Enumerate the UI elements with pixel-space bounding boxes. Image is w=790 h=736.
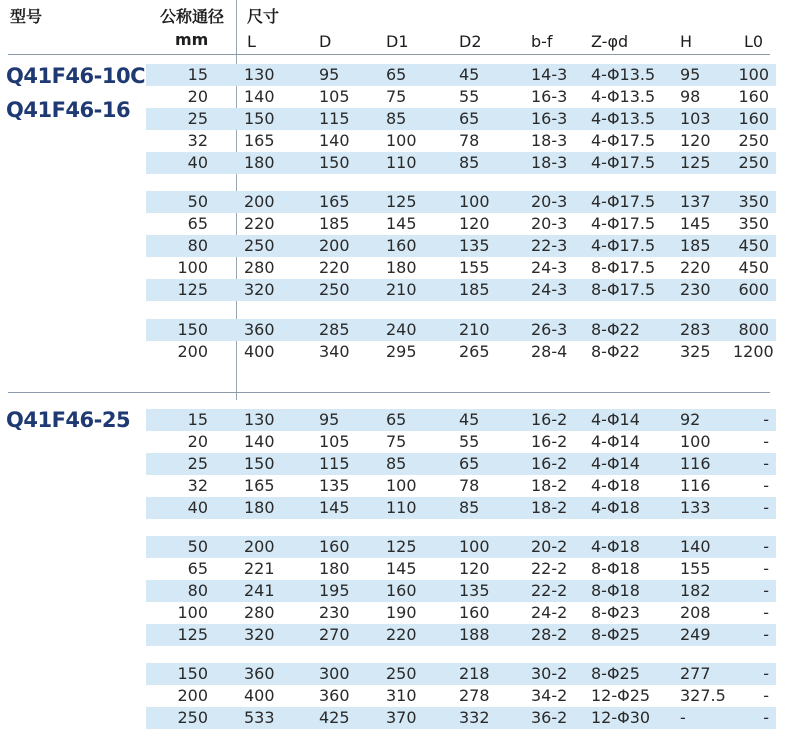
cell-d2: 155 — [459, 258, 490, 277]
cell-dn: 40 — [187, 498, 208, 517]
header-rule — [8, 54, 770, 55]
table-row — [146, 707, 776, 729]
cell-l: 180 — [244, 153, 275, 172]
table-row — [146, 685, 776, 707]
cell-h: 137 — [680, 192, 711, 211]
cell-bf: 20-3 — [531, 214, 568, 233]
cell-h: 100 — [680, 432, 711, 451]
cell-zd: 4-Φ18 — [591, 498, 640, 517]
cell-h: 283 — [680, 320, 711, 339]
cell-dn: 40 — [187, 153, 208, 172]
cell-zd: 8-Φ23 — [591, 603, 640, 622]
cell-d2: 45 — [459, 410, 480, 429]
cell-h: 182 — [680, 581, 711, 600]
model-name: Q41F46-10C — [6, 64, 145, 88]
header-nominal-diameter: 公称通径 — [160, 7, 225, 26]
cell-l: 360 — [244, 664, 275, 683]
cell-h: 103 — [680, 109, 711, 128]
cell-h: 116 — [680, 476, 711, 495]
col-header-z-phi-d: Z-φd — [591, 32, 629, 51]
cell-h: 120 — [680, 131, 711, 150]
table-row — [146, 602, 776, 624]
cell-d2: 100 — [459, 537, 490, 556]
cell-d2: 188 — [459, 625, 490, 644]
cell-d1: 85 — [386, 109, 407, 128]
cell-l: 320 — [244, 625, 275, 644]
cell-d1: 190 — [386, 603, 417, 622]
cell-d2: 78 — [459, 131, 480, 150]
cell-l: 200 — [244, 192, 275, 211]
cell-d1: 145 — [386, 559, 417, 578]
cell-dn: 100 — [177, 603, 208, 622]
cell-l0: - — [763, 686, 769, 705]
cell-dn: 65 — [187, 214, 208, 233]
model-name: Q41F46-16 — [6, 98, 131, 122]
cell-d1: 110 — [386, 498, 417, 517]
cell-dn: 125 — [177, 280, 208, 299]
cell-dn: 15 — [187, 65, 208, 84]
cell-d2: 210 — [459, 320, 490, 339]
cell-d1: 85 — [386, 454, 407, 473]
cell-l0: - — [763, 476, 769, 495]
cell-h: 98 — [680, 87, 701, 106]
cell-bf: 20-2 — [531, 537, 568, 556]
cell-l0: - — [763, 559, 769, 578]
col-header-D2: D2 — [459, 32, 482, 51]
cell-d: 230 — [319, 603, 350, 622]
cell-dn: 25 — [187, 454, 208, 473]
cell-d: 285 — [319, 320, 350, 339]
cell-l0: 450 — [738, 258, 769, 277]
cell-zd: 8-Φ18 — [591, 581, 640, 600]
cell-zd: 8-Φ22 — [591, 342, 640, 361]
cell-d1: 180 — [386, 258, 417, 277]
cell-d2: 278 — [459, 686, 490, 705]
cell-bf: 22-3 — [531, 236, 568, 255]
cell-d: 140 — [319, 131, 350, 150]
cell-h: 133 — [680, 498, 711, 517]
header-model: 型号 — [10, 7, 43, 26]
cell-d1: 310 — [386, 686, 417, 705]
cell-zd: 4-Φ13.5 — [591, 65, 656, 84]
model-name: Q41F46-25 — [6, 408, 131, 432]
cell-d1: 160 — [386, 581, 417, 600]
row-group — [146, 409, 776, 519]
table-row — [146, 213, 776, 235]
cell-bf: 36-2 — [531, 708, 568, 727]
cell-dn: 20 — [187, 87, 208, 106]
cell-l0: - — [763, 410, 769, 429]
cell-d2: 265 — [459, 342, 490, 361]
cell-bf: 34-2 — [531, 686, 568, 705]
cell-l: 200 — [244, 537, 275, 556]
cell-dn: 65 — [187, 559, 208, 578]
cell-zd: 8-Φ25 — [591, 625, 640, 644]
cell-d: 145 — [319, 498, 350, 517]
cell-d2: 85 — [459, 153, 480, 172]
cell-l0: 1200 — [733, 342, 774, 361]
col-header-D: D — [319, 32, 332, 51]
cell-l0: 160 — [738, 87, 769, 106]
cell-dn: 25 — [187, 109, 208, 128]
cell-d2: 55 — [459, 87, 480, 106]
cell-l: 150 — [244, 109, 275, 128]
cell-h: 185 — [680, 236, 711, 255]
cell-d1: 125 — [386, 192, 417, 211]
cell-bf: 16-3 — [531, 87, 568, 106]
cell-d2: 332 — [459, 708, 490, 727]
cell-l: 220 — [244, 214, 275, 233]
table-row — [146, 431, 776, 453]
cell-d1: 370 — [386, 708, 417, 727]
cell-l0: - — [763, 664, 769, 683]
cell-h: 145 — [680, 214, 711, 233]
cell-d1: 75 — [386, 87, 407, 106]
cell-l0: 450 — [738, 236, 769, 255]
cell-d2: 120 — [459, 559, 490, 578]
cell-d2: 65 — [459, 454, 480, 473]
cell-dn: 150 — [177, 320, 208, 339]
cell-d: 160 — [319, 537, 350, 556]
cell-bf: 22-2 — [531, 581, 568, 600]
table-row — [146, 152, 776, 174]
cell-dn: 200 — [177, 686, 208, 705]
cell-l: 165 — [244, 476, 275, 495]
row-group — [146, 663, 776, 729]
cell-l: 533 — [244, 708, 275, 727]
cell-d2: 55 — [459, 432, 480, 451]
cell-d: 250 — [319, 280, 350, 299]
cell-d: 220 — [319, 258, 350, 277]
cell-d2: 135 — [459, 581, 490, 600]
cell-h: 95 — [680, 65, 701, 84]
cell-d1: 75 — [386, 432, 407, 451]
cell-bf: 14-3 — [531, 65, 568, 84]
cell-d: 340 — [319, 342, 350, 361]
table-row — [146, 86, 776, 108]
cell-l: 400 — [244, 342, 275, 361]
cell-l: 250 — [244, 236, 275, 255]
cell-zd: 4-Φ13.5 — [591, 87, 656, 106]
cell-d2: 100 — [459, 192, 490, 211]
cell-bf: 16-2 — [531, 454, 568, 473]
table-row — [146, 453, 776, 475]
cell-l: 180 — [244, 498, 275, 517]
cell-d2: 85 — [459, 498, 480, 517]
cell-d: 105 — [319, 87, 350, 106]
col-header-b-f: b-f — [531, 32, 553, 51]
table-row — [146, 341, 776, 363]
cell-h: 249 — [680, 625, 711, 644]
cell-bf: 24-3 — [531, 280, 568, 299]
cell-d1: 210 — [386, 280, 417, 299]
cell-l: 165 — [244, 131, 275, 150]
cell-zd: 4-Φ13.5 — [591, 109, 656, 128]
cell-h: 327.5 — [680, 686, 726, 705]
cell-dn: 50 — [187, 192, 208, 211]
col-header-H: H — [680, 32, 693, 51]
cell-dn: 200 — [177, 342, 208, 361]
cell-d: 360 — [319, 686, 350, 705]
cell-d: 95 — [319, 65, 340, 84]
cell-bf: 30-2 — [531, 664, 568, 683]
cell-d1: 240 — [386, 320, 417, 339]
cell-dn: 50 — [187, 537, 208, 556]
table-row — [146, 497, 776, 519]
cell-l0: 800 — [738, 320, 769, 339]
cell-l: 150 — [244, 454, 275, 473]
cell-d1: 145 — [386, 214, 417, 233]
cell-zd: 4-Φ17.5 — [591, 192, 656, 211]
cell-h: - — [680, 708, 686, 727]
cell-d: 425 — [319, 708, 350, 727]
cell-l0: 160 — [738, 109, 769, 128]
cell-l0: - — [763, 581, 769, 600]
cell-dn: 125 — [177, 625, 208, 644]
cell-zd: 4-Φ18 — [591, 476, 640, 495]
cell-zd: 8-Φ25 — [591, 664, 640, 683]
cell-d1: 250 — [386, 664, 417, 683]
cell-h: 125 — [680, 153, 711, 172]
cell-l0: - — [763, 708, 769, 727]
header-dimensions: 尺寸 — [247, 7, 280, 26]
header-nominal-unit: mm — [175, 30, 209, 49]
cell-d2: 218 — [459, 664, 490, 683]
table-row — [146, 475, 776, 497]
cell-l: 280 — [244, 258, 275, 277]
cell-bf: 24-2 — [531, 603, 568, 622]
cell-d: 115 — [319, 454, 350, 473]
cell-d: 115 — [319, 109, 350, 128]
cell-l0: - — [763, 498, 769, 517]
cell-dn: 80 — [187, 581, 208, 600]
cell-dn: 250 — [177, 708, 208, 727]
cell-d: 135 — [319, 476, 350, 495]
cell-zd: 4-Φ17.5 — [591, 214, 656, 233]
cell-d1: 220 — [386, 625, 417, 644]
table-row — [146, 536, 776, 558]
cell-zd: 4-Φ17.5 — [591, 153, 656, 172]
cell-l0: - — [763, 537, 769, 556]
cell-d2: 185 — [459, 280, 490, 299]
table-row — [146, 64, 776, 86]
cell-h: 92 — [680, 410, 701, 429]
table-row — [146, 279, 776, 301]
cell-zd: 4-Φ14 — [591, 454, 640, 473]
table-row — [146, 235, 776, 257]
cell-d2: 45 — [459, 65, 480, 84]
cell-l: 140 — [244, 432, 275, 451]
col-header-D1: D1 — [386, 32, 409, 51]
cell-d2: 120 — [459, 214, 490, 233]
cell-bf: 24-3 — [531, 258, 568, 277]
cell-l0: - — [763, 603, 769, 622]
cell-h: 155 — [680, 559, 711, 578]
col-header-L: L — [247, 32, 256, 51]
cell-d1: 110 — [386, 153, 417, 172]
row-group — [146, 191, 776, 301]
cell-dn: 15 — [187, 410, 208, 429]
table-row — [146, 191, 776, 213]
cell-d1: 65 — [386, 410, 407, 429]
cell-d2: 65 — [459, 109, 480, 128]
cell-zd: 8-Φ18 — [591, 559, 640, 578]
cell-bf: 28-4 — [531, 342, 568, 361]
cell-d: 150 — [319, 153, 350, 172]
cell-zd: 4-Φ14 — [591, 432, 640, 451]
cell-dn: 32 — [187, 476, 208, 495]
table-row — [146, 409, 776, 431]
cell-d: 185 — [319, 214, 350, 233]
cell-l: 280 — [244, 603, 275, 622]
cell-zd: 8-Φ17.5 — [591, 280, 656, 299]
cell-zd: 8-Φ22 — [591, 320, 640, 339]
cell-l: 130 — [244, 410, 275, 429]
cell-zd: 4-Φ17.5 — [591, 236, 656, 255]
cell-l0: - — [763, 625, 769, 644]
cell-l: 360 — [244, 320, 275, 339]
cell-zd: 4-Φ18 — [591, 537, 640, 556]
cell-dn: 32 — [187, 131, 208, 150]
cell-zd: 12-Φ30 — [591, 708, 651, 727]
cell-d1: 160 — [386, 236, 417, 255]
cell-l: 221 — [244, 559, 275, 578]
cell-dn: 150 — [177, 664, 208, 683]
cell-d1: 125 — [386, 537, 417, 556]
cell-l0: 100 — [738, 65, 769, 84]
cell-bf: 16-3 — [531, 109, 568, 128]
table-row — [146, 624, 776, 646]
cell-l0: - — [763, 432, 769, 451]
cell-h: 140 — [680, 537, 711, 556]
row-group — [146, 319, 776, 363]
cell-h: 325 — [680, 342, 711, 361]
table-row — [146, 108, 776, 130]
cell-bf: 18-2 — [531, 476, 568, 495]
cell-d1: 65 — [386, 65, 407, 84]
cell-h: 277 — [680, 664, 711, 683]
cell-bf: 26-3 — [531, 320, 568, 339]
cell-d2: 78 — [459, 476, 480, 495]
section-rule — [8, 392, 770, 393]
cell-h: 208 — [680, 603, 711, 622]
cell-l0: 600 — [738, 280, 769, 299]
cell-zd: 8-Φ17.5 — [591, 258, 656, 277]
col-header-L0: L0 — [744, 32, 764, 51]
table-row — [146, 580, 776, 602]
cell-dn: 100 — [177, 258, 208, 277]
row-group — [146, 64, 776, 174]
cell-l0: 350 — [738, 192, 769, 211]
cell-h: 220 — [680, 258, 711, 277]
cell-d: 95 — [319, 410, 340, 429]
cell-l0: 250 — [738, 153, 769, 172]
cell-d: 165 — [319, 192, 350, 211]
cell-d: 200 — [319, 236, 350, 255]
cell-zd: 12-Φ25 — [591, 686, 651, 705]
cell-l: 130 — [244, 65, 275, 84]
cell-dn: 20 — [187, 432, 208, 451]
row-group — [146, 536, 776, 646]
cell-dn: 80 — [187, 236, 208, 255]
cell-d1: 100 — [386, 131, 417, 150]
cell-l0: - — [763, 454, 769, 473]
cell-d2: 135 — [459, 236, 490, 255]
cell-d: 300 — [319, 664, 350, 683]
cell-zd: 4-Φ17.5 — [591, 131, 656, 150]
cell-bf: 16-2 — [531, 432, 568, 451]
cell-l0: 250 — [738, 131, 769, 150]
cell-h: 230 — [680, 280, 711, 299]
cell-d2: 160 — [459, 603, 490, 622]
cell-bf: 18-3 — [531, 153, 568, 172]
cell-bf: 18-2 — [531, 498, 568, 517]
cell-zd: 4-Φ14 — [591, 410, 640, 429]
table-row — [146, 558, 776, 580]
table-row — [146, 319, 776, 341]
cell-d: 105 — [319, 432, 350, 451]
cell-l: 320 — [244, 280, 275, 299]
table-row — [146, 130, 776, 152]
cell-d1: 100 — [386, 476, 417, 495]
table-row — [146, 663, 776, 685]
cell-l: 241 — [244, 581, 275, 600]
cell-l: 140 — [244, 87, 275, 106]
cell-bf: 22-2 — [531, 559, 568, 578]
cell-d: 195 — [319, 581, 350, 600]
cell-d1: 295 — [386, 342, 417, 361]
cell-bf: 28-2 — [531, 625, 568, 644]
cell-l0: 350 — [738, 214, 769, 233]
cell-h: 116 — [680, 454, 711, 473]
table-row — [146, 257, 776, 279]
cell-d: 180 — [319, 559, 350, 578]
cell-d: 270 — [319, 625, 350, 644]
cell-bf: 18-3 — [531, 131, 568, 150]
cell-l: 400 — [244, 686, 275, 705]
cell-bf: 16-2 — [531, 410, 568, 429]
cell-bf: 20-3 — [531, 192, 568, 211]
